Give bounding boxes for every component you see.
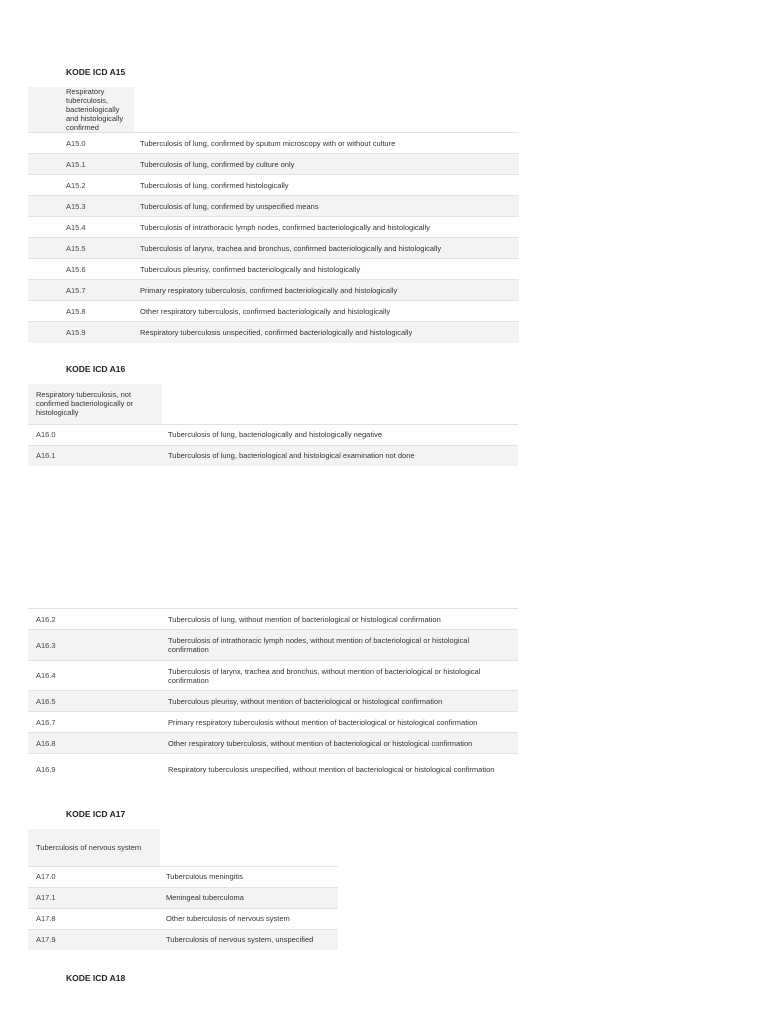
table-a16-continued — [28, 608, 518, 785]
row-code: A17.0 — [28, 866, 160, 887]
row-code: A15.1 — [28, 154, 134, 175]
row-description: Tuberculosis of intrathoracic lymph nodes, without mention of bacteriological or histological confirmation — [162, 630, 518, 661]
row-code: A15.6 — [28, 259, 134, 280]
row-code: A16.2 — [28, 609, 162, 630]
row-description: Tuberculosis of lung, without mention of bacteriological or histological confirmation — [162, 609, 518, 630]
row-code: A16.3 — [28, 630, 162, 661]
row-description: Tuberculous pleurisy, confirmed bacteriologically and histologically — [134, 259, 519, 280]
row-code: A15.4 — [28, 217, 134, 238]
row-description: Respiratory tuberculosis unspecified, without mention of bacteriological or histological confirmation — [162, 754, 518, 785]
row-description: Meningeal tuberculoma — [160, 887, 338, 908]
table-a15 — [28, 87, 519, 343]
row-description: Other respiratory tuberculosis, without mention of bacteriological or histological confirmation — [162, 733, 518, 754]
row-description: Tuberculosis of larynx, trachea and bronchus, without mention of bacteriological or histological confirmation — [162, 661, 518, 691]
row-code: A17.9 — [28, 929, 160, 950]
table-title-a16: Respiratory tuberculosis, not confirmed bacteriologically or histologically — [28, 384, 162, 424]
table-a17 — [28, 829, 338, 950]
table-title-a17: Tuberculosis of nervous system — [28, 829, 160, 866]
row-description: Tuberculosis of intrathoracic lymph nodes, confirmed bacteriologically and histologically — [134, 217, 519, 238]
section-heading-a16: KODE ICD A16 — [66, 364, 126, 374]
row-code: A17.1 — [28, 887, 160, 908]
row-description: Tuberculosis of lung, bacteriological and histological examination not done — [162, 445, 518, 466]
row-code: A15.8 — [28, 301, 134, 322]
row-description: Other respiratory tuberculosis, confirmed bacteriologically and histologically — [134, 301, 519, 322]
row-code: A16.4 — [28, 661, 162, 691]
row-description: Tuberculosis of lung, bacteriologically and histologically negative — [162, 424, 518, 445]
section-heading-a17: KODE ICD A17 — [66, 809, 126, 819]
row-code: A16.9 — [28, 754, 162, 785]
row-description: Tuberculosis of lung, confirmed by unspecified means — [134, 196, 519, 217]
row-code: A15.5 — [28, 238, 134, 259]
row-code: A15.0 — [28, 133, 134, 154]
row-code: A16.8 — [28, 733, 162, 754]
section-heading-a15: KODE ICD A15 — [66, 67, 126, 77]
row-description: Tuberculosis of larynx, trachea and bronchus, confirmed bacteriologically and histologically — [134, 238, 519, 259]
row-code: A16.7 — [28, 712, 162, 733]
section-heading-a18: KODE ICD A18 — [66, 973, 126, 983]
row-code: A15.3 — [28, 196, 134, 217]
row-description: Tuberculous pleurisy, without mention of bacteriological or histological confirmation — [162, 691, 518, 712]
table-a16 — [28, 384, 518, 466]
row-description: Tuberculosis of nervous system, unspecified — [160, 929, 338, 950]
row-description: Tuberculosis of lung, confirmed histologically — [134, 175, 519, 196]
row-code: A15.9 — [28, 322, 134, 343]
row-description: Primary respiratory tuberculosis without mention of bacteriological or histological confirmation — [162, 712, 518, 733]
row-code: A16.1 — [28, 445, 162, 466]
row-description: Primary respiratory tuberculosis, confirmed bacteriologically and histologically — [134, 280, 519, 301]
row-description: Tuberculosis of lung, confirmed by culture only — [134, 154, 519, 175]
row-code: A15.2 — [28, 175, 134, 196]
row-code: A15.7 — [28, 280, 134, 301]
row-description: Other tuberculosis of nervous system — [160, 908, 338, 929]
row-description: Respiratory tuberculosis unspecified, confirmed bacteriologically and histologically — [134, 322, 519, 343]
row-code: A17.8 — [28, 908, 160, 929]
row-code: A16.0 — [28, 424, 162, 445]
row-code: A16.5 — [28, 691, 162, 712]
row-description: Tuberculosis of lung, confirmed by sputum microscopy with or without culture — [134, 133, 519, 154]
row-description: Tuberculous meningitis — [160, 866, 338, 887]
table-title-a15: Respiratory tuberculosis, bacteriologically and histologically confirmed — [28, 87, 134, 133]
